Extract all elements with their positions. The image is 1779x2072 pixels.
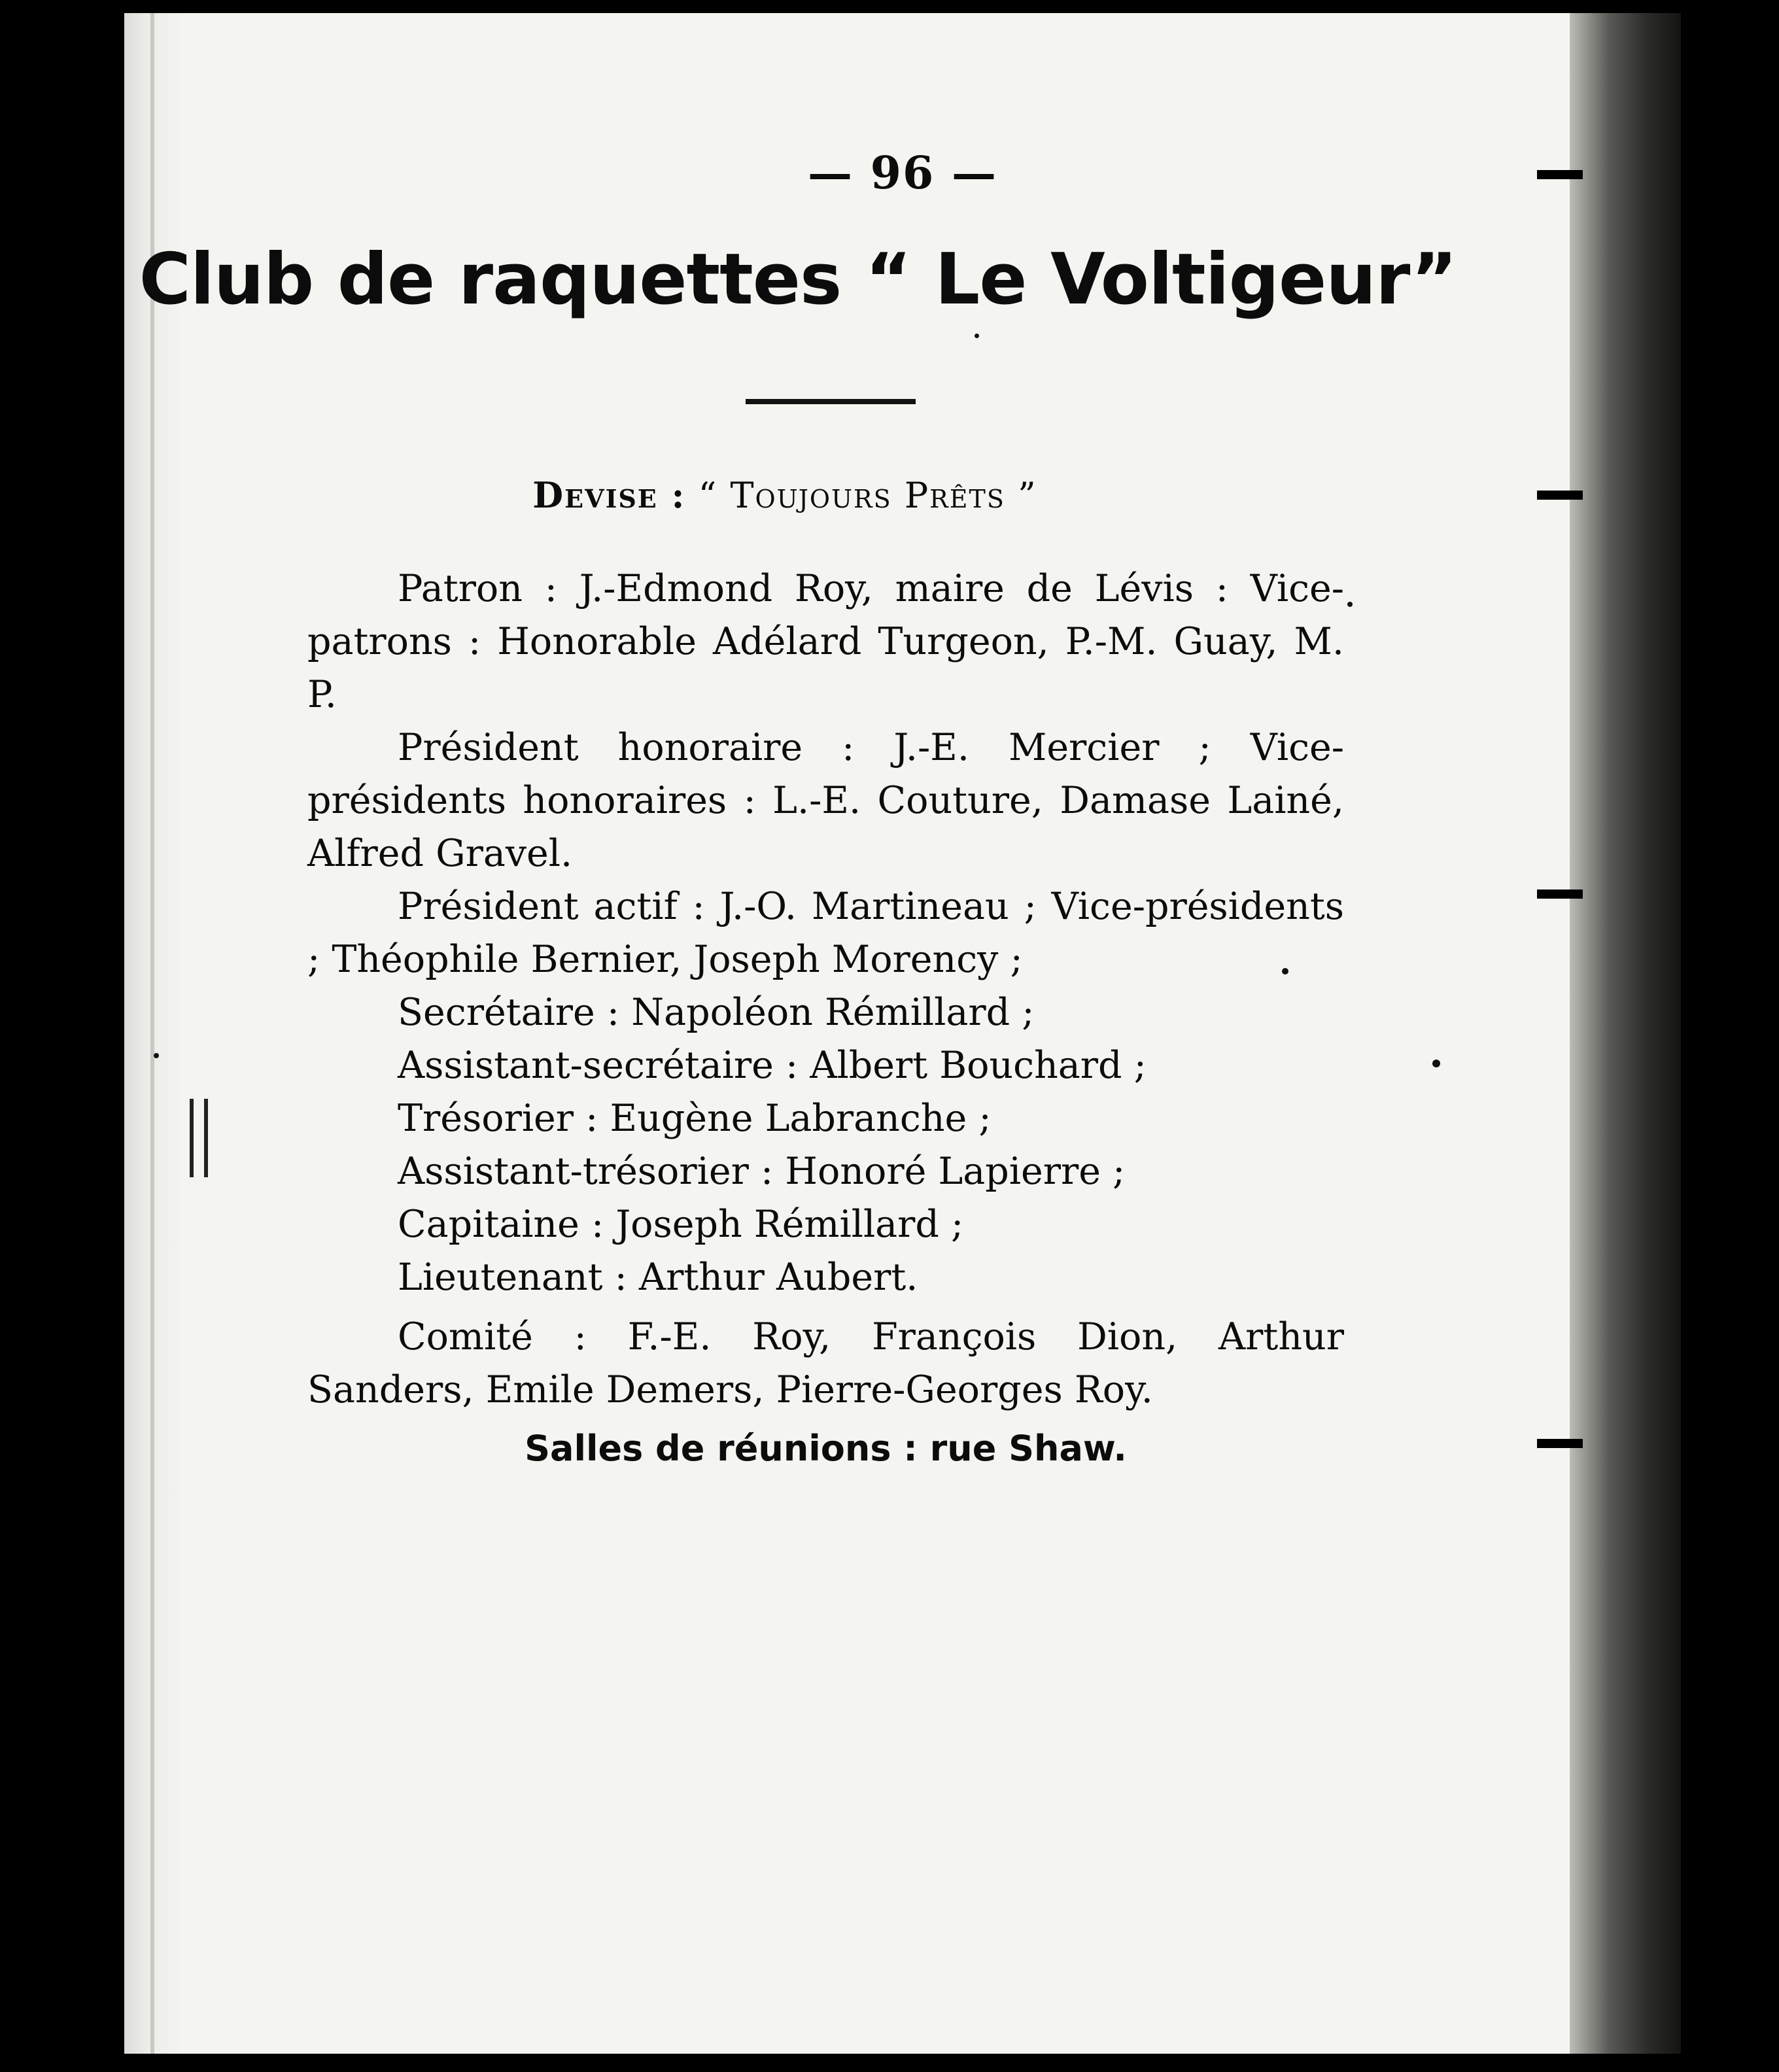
paragraph-comite: Comité : F.-E. Roy, François Dion, Arthur Sanders, Emile Demers, Pierre-Georges Roy.: [307, 1315, 1344, 1411]
paragraph-capitaine: Capitaine : Joseph Rémillard ;: [398, 1203, 964, 1246]
scanned-page: [124, 13, 1681, 2054]
binding-marks: [190, 1099, 216, 1177]
binding-mark: [190, 1099, 194, 1177]
speck: [1432, 1060, 1440, 1067]
paragraph-assistant-secretaire: Assistant-secrétaire : Albert Bouchard ;: [398, 1044, 1147, 1087]
paragraph-assistant-tresorier: Assistant-trésorier : Honoré Lapierre ;: [398, 1150, 1126, 1193]
motto-label: Devise :: [532, 474, 686, 516]
book-spine-edge: [1570, 13, 1681, 2054]
paragraph-president-honoraire: Président honoraire : J.-E. Mercier ; Vice-présidents honoraires : L.-E. Couture, Damase Lainé, Alfred Gravel.: [307, 726, 1344, 875]
body-text: [307, 562, 1344, 1475]
paragraph-lieutenant: Lieutenant : Arthur Aubert.: [398, 1256, 918, 1299]
edge-notch: [1537, 889, 1583, 899]
page-title: Club de raquettes “ Le Voltigeur”: [139, 239, 1457, 320]
speck: [1282, 968, 1288, 975]
page-number: — 96 —: [808, 147, 997, 199]
edge-notch: [1537, 491, 1583, 500]
paragraph-secretaire: Secrétaire : Napoléon Rémillard ;: [398, 991, 1035, 1034]
motto-value: “ Toujours Prêts ”: [698, 475, 1037, 516]
motto-line: [124, 474, 1445, 516]
title-rule: [746, 399, 916, 404]
paragraph-tresorier: Trésorier : Eugène Labranche ;: [398, 1097, 992, 1140]
speck: [975, 334, 979, 338]
paragraph-salles: Salles de réunions : rue Shaw.: [525, 1428, 1127, 1469]
paragraph-president-actif: Président actif : J.-O. Martineau ; Vice-présidents ; Théophile Bernier, Joseph Morency ;: [307, 885, 1344, 981]
binding-mark: [204, 1099, 208, 1177]
speck: [154, 1053, 159, 1058]
paragraph-patron: Patron : J.-Edmond Roy, maire de Lévis : Vice-patrons : Honorable Adélard Turgeon, P.-M. Guay, M. P.: [307, 567, 1344, 716]
edge-notch: [1537, 1439, 1583, 1448]
speck: [1347, 602, 1353, 607]
